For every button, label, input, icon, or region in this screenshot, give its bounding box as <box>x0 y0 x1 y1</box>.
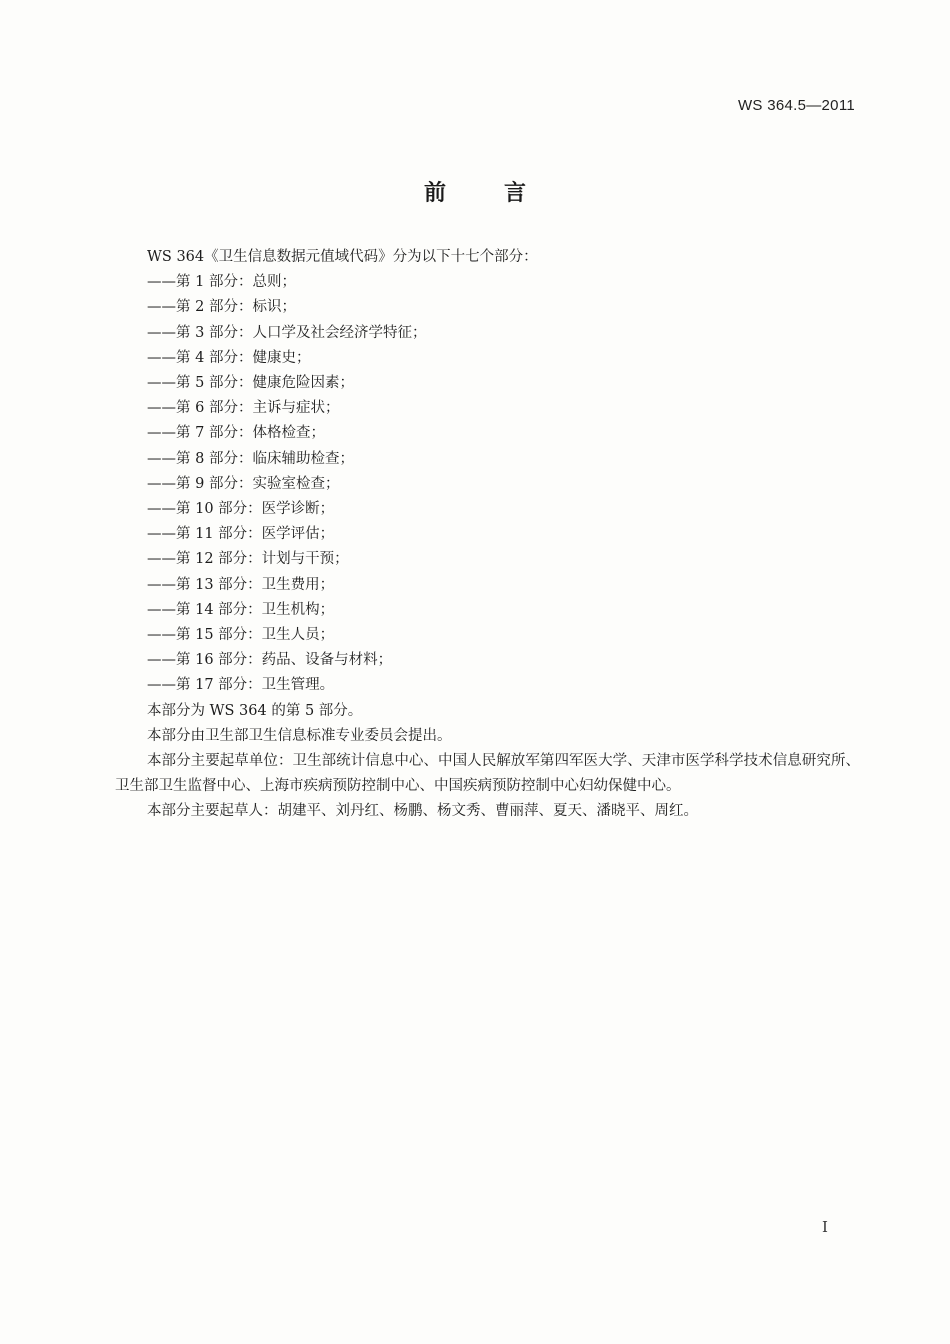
part-item: ——第 10 部分：医学诊断； <box>147 501 335 518</box>
parts-list <box>115 270 860 698</box>
proposed-by-statement: 本部分由卫生部卫生信息标准专业委员会提出。 <box>147 727 452 744</box>
part-item: ——第 15 部分：卫生人员； <box>147 627 335 644</box>
drafting-units-statement: 本部分主要起草单位：卫生部统计信息中心、中国人民解放军第四军医大学、天津市医学科学技术信息研究所、卫生部卫生监督中心、上海市疾病预防控制中心、中国疾病预防控制中心妇幼保健中心。 <box>115 753 860 795</box>
part-item: ——第 6 部分：主诉与症状； <box>147 400 340 417</box>
part-of-statement: 本部分为 WS 364 的第 5 部分。 <box>147 702 363 719</box>
part-item: ——第 4 部分：健康史； <box>147 349 311 366</box>
part-item: ——第 9 部分：实验室检查； <box>147 475 340 492</box>
part-item: ——第 3 部分：人口学及社会经济学特征； <box>147 324 427 341</box>
intro-paragraph: WS 364《卫生信息数据元值域代码》分为以下十七个部分： <box>147 249 538 265</box>
part-item: ——第 2 部分：标识； <box>147 299 296 316</box>
part-item: ——第 1 部分：总则； <box>147 274 296 291</box>
part-item: ——第 12 部分：计划与干预； <box>147 551 349 568</box>
standard-code: WS 364.5—2011 <box>737 97 855 114</box>
part-item: ——第 8 部分：临床辅助检查； <box>147 450 354 467</box>
part-item: ——第 5 部分：健康危险因素； <box>147 375 354 392</box>
part-item: ——第 13 部分：卫生费用； <box>147 576 335 593</box>
part-item: ——第 16 部分：药品、设备与材料； <box>147 652 393 669</box>
drafters-statement: 本部分主要起草人：胡建平、刘丹红、杨鹏、杨文秀、曹丽萍、夏天、潘晓平、周红。 <box>147 803 698 820</box>
page-number: I <box>822 1218 828 1236</box>
page-title: 前言 <box>423 181 584 206</box>
part-item: ——第 11 部分：医学评估； <box>147 526 335 543</box>
part-item: ——第 14 部分：卫生机构； <box>147 601 335 618</box>
foreword-body <box>115 245 860 825</box>
part-item: ——第 17 部分：卫生管理。 <box>147 677 335 694</box>
part-item: ——第 7 部分：体格检查； <box>147 425 325 442</box>
